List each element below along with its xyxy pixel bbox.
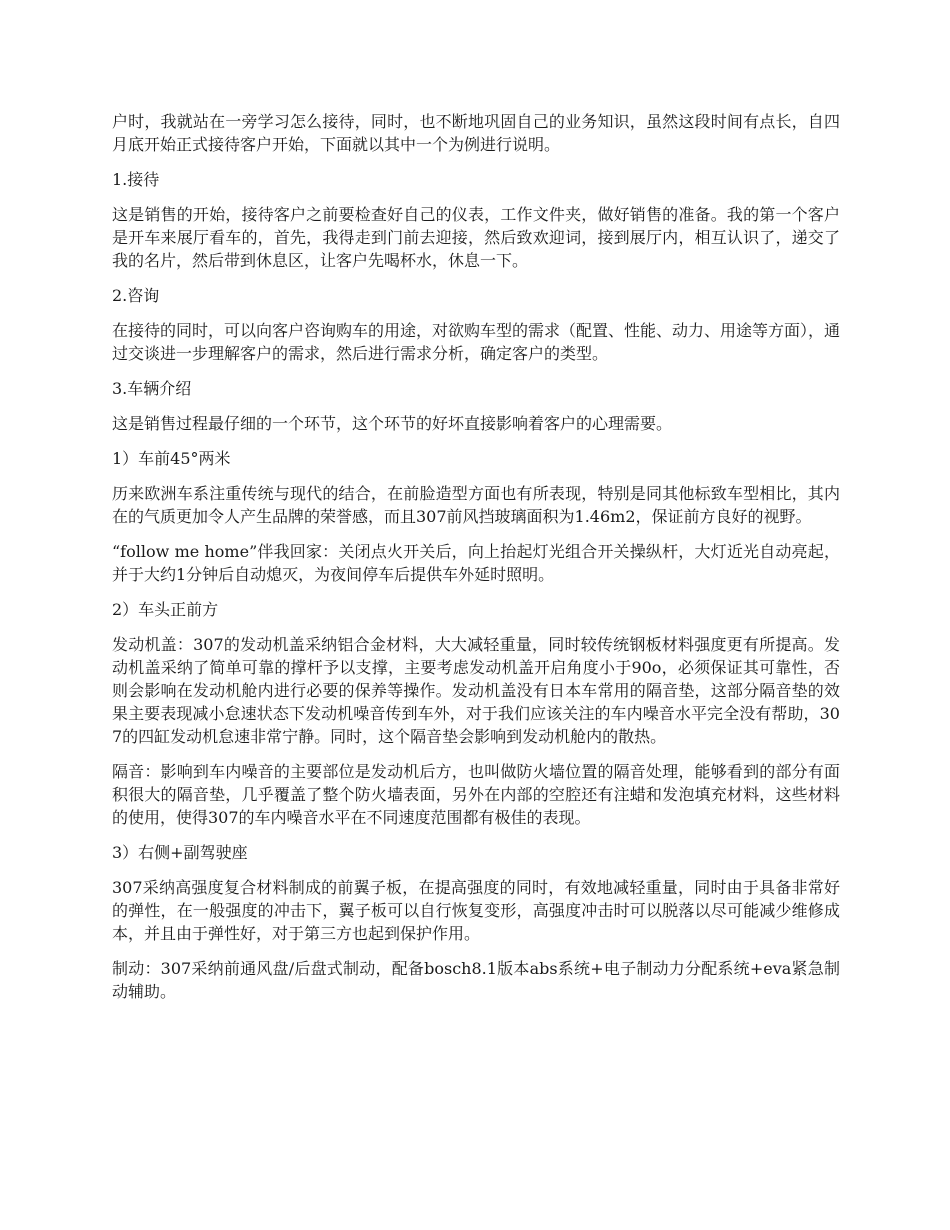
document-page — [112, 110, 840, 1015]
heading-front-45-degrees: 1）车前45°两米 — [112, 449, 231, 468]
paragraph-front-design: 历来欧洲车系注重传统与现代的结合，在前脸造型方面也有所表现，特别是同其他标致车型相比，其内在的气质更加令人产生品牌的荣誉感，而且307前风挡玻璃面积为1.46m2，保证前方良好的视野。 — [112, 484, 840, 526]
heading-reception: 1.接待 — [112, 170, 160, 189]
paragraph-engine-hood: 发动机盖：307的发动机盖采纳铝合金材料，大大减轻重量，同时较传统钢板材料强度更有所提高。发动机盖采纳了简单可靠的撑杆予以支撑，主要考虑发动机盖开启角度小于90o，必须保证其可靠性，否则会影响在发动机舱内进行必要的保养等操作。发动机盖没有日本车常用的隔音垫，这部分隔音垫的效果主要表现减小怠速状态下发动机噪音传到车外，对于我们应该关注的车内噪音水平完全没有帮助，307的四缸发动机怠速非常宁静。同时，这个隔音垫会影响到发动机舱内的散热。 — [112, 635, 840, 746]
heading-vehicle-introduction: 3.车辆介绍 — [112, 379, 192, 398]
paragraph-vehicle-introduction: 这是销售过程最仔细的一个环节，这个环节的好坏直接影响着客户的心理需要。 — [112, 414, 673, 433]
heading-right-side-passenger: 3）右侧+副驾驶座 — [112, 843, 248, 862]
paragraph-follow-me-home: “follow me home”伴我回家：关闭点火开关后，向上抬起灯光组合开关操纵杆，大灯近光自动亮起，并于大约1分钟后自动熄灭，为夜间停车后提供车外延时照明。 — [112, 542, 840, 584]
paragraph-braking: 制动：307采纳前通风盘/后盘式制动，配备bosch8.1版本abs系统+电子制动力分配系统+eva紧急制动辅助。 — [112, 959, 840, 1001]
paragraph-front-fender: 307采纳高强度复合材料制成的前翼子板，在提高强度的同时，有效地减轻重量，同时由于具备非常好的弹性，在一般强度的冲击下，翼子板可以自行恢复变形，高强度冲击时可以脱落以尽可能减少维修成本，并且由于弹性好，对于第三方也起到保护作用。 — [112, 878, 840, 943]
paragraph-reception: 这是销售的开始，接待客户之前要检查好自己的仪表，工作文件夹，做好销售的准备。我的第一个客户是开车来展厅看车的，首先，我得走到门前去迎接，然后致欢迎词，接到展厅内，相互认识了，递交了我的名片，然后带到休息区，让客户先喝杯水，休息一下。 — [112, 205, 840, 270]
paragraph-intro-continued: 户时，我就站在一旁学习怎么接待，同时，也不断地巩固自己的业务知识，虽然这段时间有点长，自四月底开始正式接待客户开始，下面就以其中一个为例进行说明。 — [112, 112, 840, 154]
paragraph-sound-insulation: 隔音：影响到车内噪音的主要部位是发动机后方，也叫做防火墙位置的隔音处理，能够看到的部分有面积很大的隔音垫，几乎覆盖了整个防火墙表面，另外在内部的空腔还有注蜡和发泡填充材料，这些材料的使用，使得307的车内噪音水平在不同速度范围都有极佳的表现。 — [112, 762, 840, 827]
heading-consultation: 2.咨询 — [112, 286, 160, 305]
paragraph-consultation: 在接待的同时，可以向客户咨询购车的用途，对欲购车型的需求（配置、性能、动力、用途等方面），通过交谈进一步理解客户的需求，然后进行需求分析，确定客户的类型。 — [112, 321, 841, 363]
heading-front-view: 2）车头正前方 — [112, 600, 219, 619]
